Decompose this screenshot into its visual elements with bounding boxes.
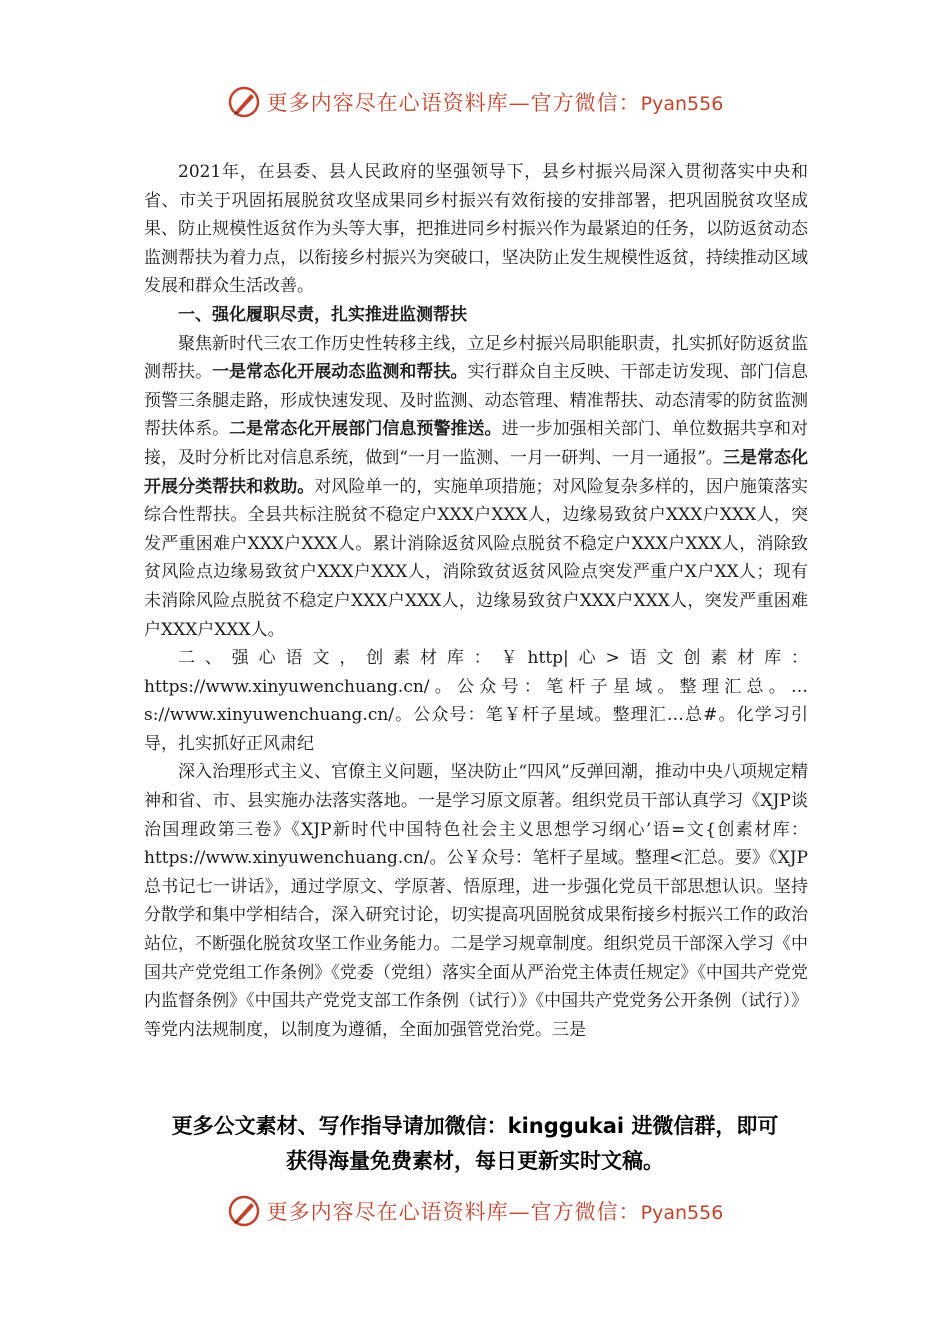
section-heading-1: 一、强化履职尽责，扎实推进监测帮扶 [178,304,467,325]
document-body [144,158,808,1044]
header-banner [0,82,950,122]
pen-logo-icon [227,85,261,119]
wechat-id: Pyan556 [640,1202,724,1224]
point-2: 二是常态化开展部门信息预警推送。 [229,419,502,440]
intro-paragraph: 2021年，在县委、县人民政府的坚强领导下，县乡村振兴局深入贯彻落实中央和省、市关于巩固拓展脱贫攻坚成果同乡村振兴有效衔接的安排部署，把巩固脱贫攻坚成果、防止规模性返贫作为头等大事，把推进同乡村振兴作为最紧迫的任务，以防返贫动态监测帮扶为着力点，以衔接乡村振兴为突破口，坚决防止发生规模性返贫，持续推动区域发展和群众生活改善。 [144,162,808,297]
wechat-id: Pyan556 [640,93,724,115]
discipline-paragraph: 深入治理形式主义、官僚主义问题，坚决防止“四风”反弹回潮，推动中央八项规定精神和省、市、县实施办法落实落地。一是学习原文原著。组织党员干部认真学习《XJP谈治国理政第三卷》《XJP新时代中国特色社会主义思想学习纲心’语=文{创素材库：https://www.xinyuwenchuang.cn/。公￥众号：笔杆子星域。整理<汇总。要》《XJP总书记七一讲话》，通过学原文、学原著、悟原理，进一步强化党员干部思想认识。坚持分散学和集中学相结合，深入研究讨论，切实提高巩固脱贫成果衔接乡村振兴工作的政治站位，不断强化脱贫攻坚工作业务能力。二是学习规章制度。组织党员干部深入学习《中国共产党党组工作条例》《党委（党组）落实全面从严治党主体责任规定》《中国共产党党内监督条例》《中国共产党党支部工作条例（试行）》《中国共产党党务公开条例（试行）》等党内法规制度，以制度为遵循，全面加强管党治党。三是 [144,762,808,1040]
promo-line-2: 获得海量免费素材，每日更新实时文稿。 [286,1149,664,1173]
point-3: 三是常态化开展分类帮扶和救助。 [144,447,808,497]
point-1: 一是常态化开展动态监测和帮扶。 [212,362,468,383]
section-heading-2-paragraph: 二、强心语文，创素材库：￥http|心>语文创素材库：https://www.xinyuwenchuang.cn/。公众号：笔杆子星域。整理汇总。…s://www.xinyuwenchuang.cn/。公众号：笔￥杆子星域。整理汇…总#。化学习引导，扎实抓好正风肃纪 [144,648,808,754]
pen-logo-icon [227,1194,261,1228]
promo-line-1: 更多公文素材、写作指导请加微信：kinggukai 进微信群，即可 [171,1114,779,1138]
banner-text: 更多内容尽在心语资料库—官方微信：Pyan556 [266,91,724,115]
footer-banner [0,1191,950,1231]
banner-text: 更多内容尽在心语资料库—官方微信：Pyan556 [266,1200,724,1224]
monitoring-paragraph: 聚焦新时代三农工作历史性转移主线，立足乡村振兴局职能职责，扎实抓好防返贫监测帮扶。一是常态化开展动态监测和帮扶。实行群众自主反映、干部走访发现、部门信息预警三条腿走路，形成快速发现、及时监测、动态管理、精准帮扶、动态清零的防贫监测帮扶体系。二是常态化开展部门信息预警推送。进一步加强相关部门、单位数据共享和对接，及时分析比对信息系统，做到“一月一监测、一月一研判、一月一通报”。三是常态化开展分类帮扶和救助。对风险单一的，实施单项措施；对风险复杂多样的，因户施策落实综合性帮扶。全县共标注脱贫不稳定户XXX户XXX人，边缘易致贫户XXX户XXX人，突发严重困难户XXX户XXX人。累计消除返贫风险点脱贫不稳定户XXX户XXX人，消除致贫风险点边缘易致贫户XXX户XXX人，消除致贫返贫风险点突发严重户X户XX人；现有未消除风险点脱贫不稳定户XXX户XXX人，边缘易致贫户XXX户XXX人，突发严重困难户XXX户XXX人。 [144,333,809,640]
